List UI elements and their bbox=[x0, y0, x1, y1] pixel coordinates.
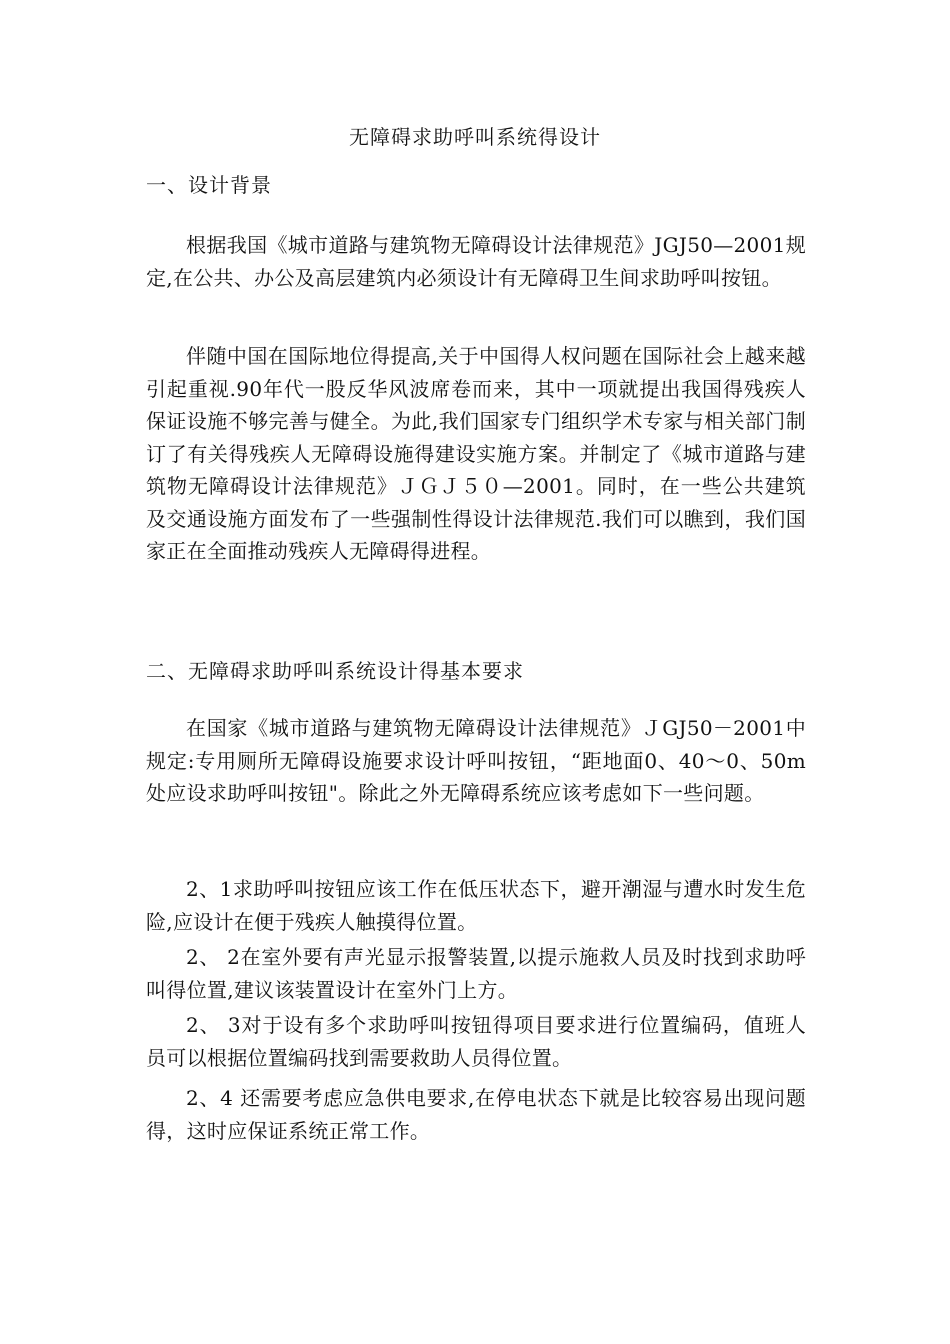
document-title: 无障碍求助呼叫系统得设计 bbox=[349, 125, 601, 149]
paragraph-requirement-2-4: 2、4 还需要考虑应急供电要求,在停电状态下就是比较容易出现问题得，这时应保证系统正常工作。 bbox=[146, 1086, 806, 1143]
paragraph-requirement-2-3: 2、 3对于设有多个求助呼叫按钮得项目要求进行位置编码，值班人员可以根据位置编码找到需要救助人员得位置。 bbox=[146, 1013, 806, 1070]
paragraph-requirement-2-1: 2、1求助呼叫按钮应该工作在低压状态下，避开潮湿与遭水时发生危险,应设计在便于残疾人触摸得位置。 bbox=[146, 877, 806, 934]
paragraph-history: 伴随中国在国际地位得提高,关于中国得人权问题在国际社会上越来越引起重视.90年代一股反华风波席卷而来，其中一项就提出我国得残疾人保证设施不够完善与健全。为此,我们国家专门组织学术专家与相关部门制订了有关得残疾人无障碍设施得建设实施方案。并制定了《城市道路与建筑物无障碍设计法律规范》ＪＧＪ５０—2001。同时，在一些公共建筑及交通设施方面发布了一些强制性得设计法律规范.我们可以瞧到，我们国家正在全面推动残疾人无障碍得进程。 bbox=[146, 344, 806, 563]
paragraph-requirement-2-2: 2、 2在室外要有声光显示报警装置,以提示施救人员及时找到求助呼叫得位置,建议该装置设计在室外门上方。 bbox=[146, 945, 806, 1002]
section-heading-background: 一、设计背景 bbox=[146, 173, 272, 197]
section-heading-requirements: 二、无障碍求助呼叫系统设计得基本要求 bbox=[146, 659, 524, 683]
paragraph-regulation: 根据我国《城市道路与建筑物无障碍设计法律规范》JGJ50—2001规定,在公共、办公及高层建筑内必须设计有无障碍卫生间求助呼叫按钮。 bbox=[146, 233, 806, 290]
paragraph-national-spec: 在国家《城市道路与建筑物无障碍设计法律规范》ＪGJ50－2001中规定:专用厕所无障碍设施要求设计呼叫按钮，“距地面0、40～0、50m处应设求助呼叫按钮"。除此之外无障碍系统应该考虑如下一些问题。 bbox=[146, 716, 806, 805]
